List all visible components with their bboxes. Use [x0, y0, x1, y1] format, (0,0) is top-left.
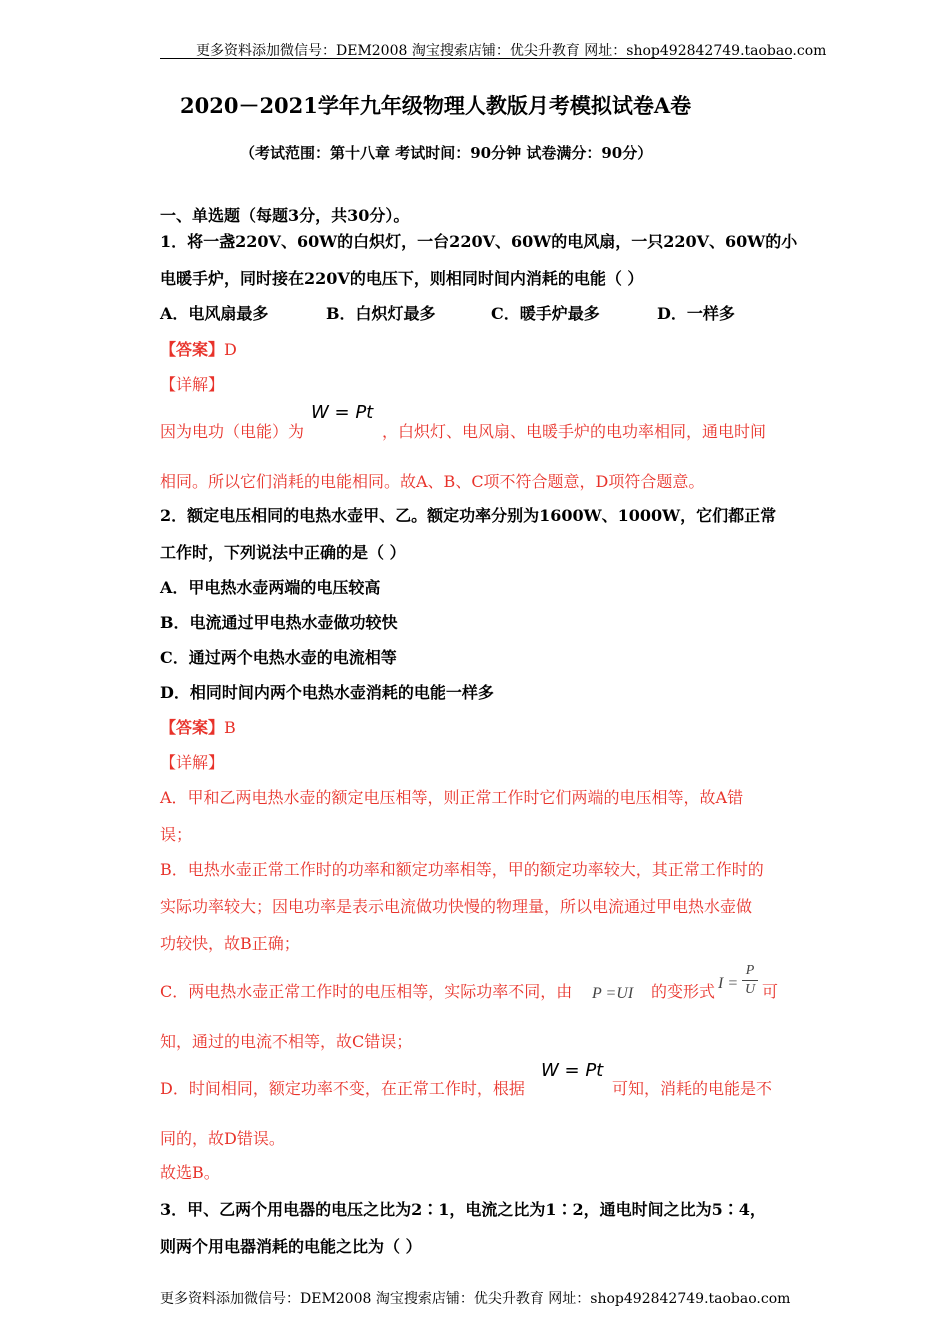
q2-option-a: A．甲电热水壶两端的电压较高: [160, 578, 381, 597]
page-title: 2020－2021学年九年级物理人教版月考模拟试卷A卷: [180, 93, 692, 118]
q1-answer-value: D: [224, 340, 237, 359]
fraction-denominator: U: [744, 982, 756, 997]
q2-explain-c-start: C．两电热水壶正常工作时的电压相等，实际功率不同，由: [160, 982, 573, 1001]
exam-subtitle: （考试范围：第十八章 考试时间：90分钟 试卷满分：90分）: [240, 144, 653, 162]
header-rule: [160, 58, 792, 59]
q2-explain-b-line2: 实际功率较大；因电功率是表示电流做功快慢的物理量，所以电流通过甲电热水壶做: [160, 897, 753, 916]
q2-option-d: D．相同时间内两个电热水壶消耗的电能一样多: [160, 683, 494, 702]
section-heading: 一、单选题（每题3分，共30分）。: [160, 206, 410, 225]
q2-stem-line1: 2．额定电压相同的电热水壶甲、乙。额定功率分别为1600W、1000W，它们都正常: [160, 506, 777, 525]
q1-option-d: D．一样多: [657, 304, 735, 323]
q2-explain-d-end: 可知，消耗的电能是不: [612, 1079, 773, 1098]
q2-option-c: C．通过两个电热水壶的电流相等: [160, 648, 397, 667]
q2-explain-c-line2: 知，通过的电流不相等，故C错误；: [160, 1032, 413, 1051]
q2-formula-fraction: [742, 963, 758, 998]
q1-stem-line1: 1．将一盏220V、60W的白炽灯，一台220V、60W的电风扇，一只220V、60W的小: [160, 232, 798, 251]
q2-explain-a-line2: 误；: [160, 825, 193, 844]
fraction-numerator: P: [745, 963, 755, 978]
q1-explanation-start: 因为电功（电能）为: [160, 422, 305, 441]
q2-explain-a-line1: A．甲和乙两电热水壶的额定电压相等，则正常工作时它们两端的电压相等，故A错: [160, 788, 744, 807]
q3-stem-line2: 则两个用电器消耗的电能之比为（ ）: [160, 1237, 422, 1256]
q2-explain-b-line1: B．电热水壶正常工作时的功率和额定功率相等，甲的额定功率较大，其正常工作时的: [160, 860, 764, 879]
q1-answer: [160, 337, 237, 360]
q1-answer-label: 【答案】: [160, 340, 225, 359]
q2-option-b: B．电流通过甲电热水壶做功较快: [160, 613, 398, 632]
q2-explain-b-line3: 功较快，故B正确；: [160, 934, 300, 953]
q2-explain-c-end: 可: [762, 982, 779, 1001]
q1-option-a: A．电风扇最多: [160, 304, 269, 323]
q1-stem-line2: 电暖手炉，同时接在220V的电压下，则相同时间内消耗的电能（ ）: [160, 269, 644, 288]
q2-explain-c-mid: 的变形式: [651, 982, 716, 1001]
q2-answer-label: 【答案】: [160, 718, 225, 737]
q2-formula-wpt: W = Pt: [541, 1060, 604, 1081]
q2-answer-value: B: [224, 718, 236, 737]
fraction-bar: [742, 980, 758, 981]
q2-explain-d-line2: 同的，故D错误。: [160, 1129, 285, 1148]
q2-formula-i: I =: [718, 975, 739, 992]
q2-stem-line2: 工作时，下列说法中正确的是（ ）: [160, 543, 406, 562]
q1-detail-label: 【详解】: [160, 375, 225, 394]
q3-stem-line1: 3．甲、乙两个用电器的电压之比为2∶1，电流之比为1∶2，通电时间之比为5∶4，: [160, 1200, 766, 1219]
q2-explain-d-start: D．时间相同，额定功率不变，在正常工作时，根据: [160, 1079, 525, 1098]
q2-detail-label: 【详解】: [160, 753, 225, 772]
q1-explanation-end: ，白炽灯、电风扇、电暖手炉的电功率相同，通电时间: [382, 422, 767, 441]
q2-answer: [160, 715, 236, 738]
q1-option-c: C．暖手炉最多: [491, 304, 600, 323]
q2-formula-pui: P =UI: [592, 985, 634, 1002]
page-footer: 更多资料添加微信号：DEM2008 淘宝搜索店铺：优尖升教育 网址：shop492842749.taobao.com: [160, 1291, 791, 1307]
q1-explanation-line2: 相同。所以它们消耗的电能相同。故A、B、C项不符合题意，D项符合题意。: [160, 472, 705, 491]
q1-option-b: B．白炽灯最多: [326, 304, 436, 323]
q1-formula: W = Pt: [311, 402, 374, 423]
page-header: 更多资料添加微信号：DEM2008 淘宝搜索店铺：优尖升教育 网址：shop492842749.taobao.com: [196, 43, 827, 59]
q2-conclusion: 故选B。: [160, 1163, 220, 1182]
